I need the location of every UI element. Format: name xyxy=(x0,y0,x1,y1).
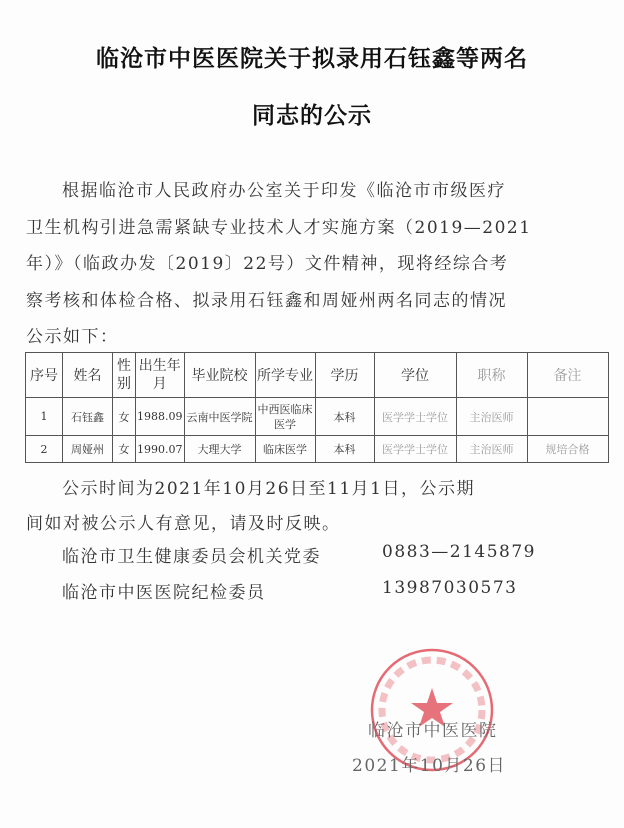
header-cell: 学历 xyxy=(315,353,374,398)
cell: 本科 xyxy=(315,436,374,463)
body-line: 年）》（临政办发〔2019〕22号）文件精神，现将经综合考 xyxy=(26,254,509,274)
table-header-row xyxy=(26,353,609,398)
header-cell: 姓名 xyxy=(63,353,113,398)
body-line: 公示如下： xyxy=(26,327,119,347)
contact-phone: 0883—2145879 xyxy=(382,542,536,562)
header-cell: 学位 xyxy=(374,353,456,398)
notice-line: 间如对被公示人有意见，请及时反映。 xyxy=(26,514,341,534)
cell: 临床医学 xyxy=(255,436,315,463)
cell: 规培合格 xyxy=(527,436,608,463)
cell: 1988.09 xyxy=(136,398,185,436)
contact-org: 临沧市卫生健康委员会机关党委 xyxy=(62,547,321,567)
signature-date: 2021年10月26日 xyxy=(352,756,507,776)
cell: 中西医临床医学 xyxy=(255,398,315,436)
cell: 女 xyxy=(113,436,136,463)
cell: 主治医师 xyxy=(456,398,527,436)
title-line-1: 临沧市中医医院关于拟录用石钰鑫等两名 xyxy=(96,46,528,72)
cell: 女 xyxy=(113,398,136,436)
body-line: 察考核和体检合格、拟录用石钰鑫和周娅州两名同志的情况 xyxy=(26,291,507,311)
header-cell: 备注 xyxy=(527,353,608,398)
header-cell: 职称 xyxy=(456,353,527,398)
table-row xyxy=(26,398,609,436)
header-cell: 性别 xyxy=(113,353,136,398)
cell: 1 xyxy=(26,398,63,436)
header-cell: 毕业院校 xyxy=(184,353,255,398)
cell: 大理大学 xyxy=(184,436,255,463)
cell: 本科 xyxy=(315,398,374,436)
cell: 医学学士学位 xyxy=(374,436,456,463)
signature-org: 临沧市中医医院 xyxy=(368,721,498,741)
cell: 医学学士学位 xyxy=(374,398,456,436)
table-row xyxy=(26,436,609,463)
cell: 周娅州 xyxy=(63,436,113,463)
cell xyxy=(527,398,608,436)
header-cell: 所学专业 xyxy=(255,353,315,398)
body-line: 根据临沧市人民政府办公室关于印发《临沧市市级医疗 xyxy=(62,181,506,201)
notice-line: 公示时间为2021年10月26日至11月1日，公示期 xyxy=(62,479,475,499)
candidates-table xyxy=(25,352,609,463)
header-cell: 序号 xyxy=(26,353,63,398)
contact-phone: 13987030573 xyxy=(382,578,518,598)
cell: 2 xyxy=(26,436,63,463)
cell: 1990.07 xyxy=(136,436,185,463)
cell: 石钰鑫 xyxy=(63,398,113,436)
cell: 云南中医学院 xyxy=(184,398,255,436)
cell: 主治医师 xyxy=(456,436,527,463)
header-cell: 出生年月 xyxy=(136,353,185,398)
title-line-2: 同志的公示 xyxy=(252,103,372,129)
body-line: 卫生机构引进急需紧缺专业技术人才实施方案（2019—2021 xyxy=(26,218,532,238)
contact-org: 临沧市中医医院纪检委员 xyxy=(62,583,266,603)
